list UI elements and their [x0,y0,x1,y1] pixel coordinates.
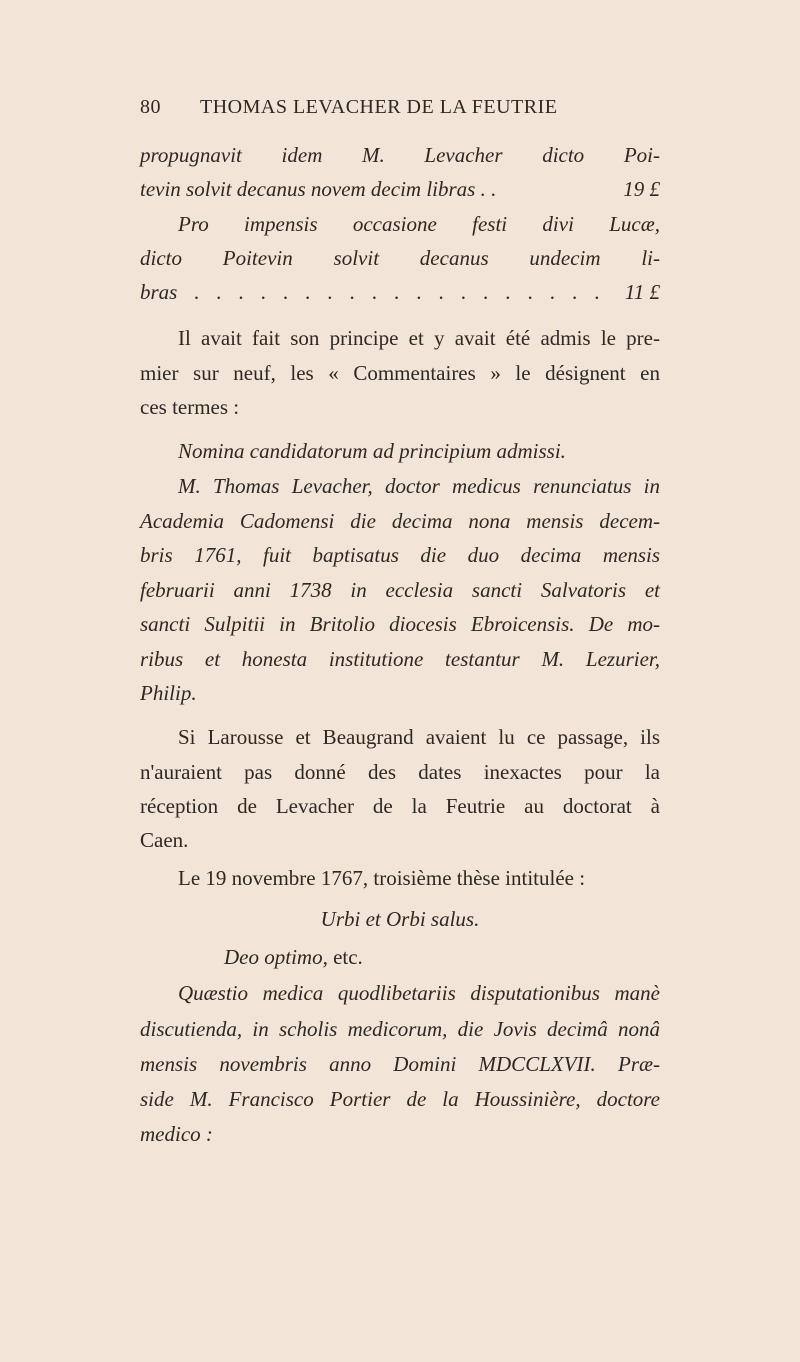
page-number: 80 [140,96,161,118]
text-line: Academia Cadomensi die decima nona mensis decem- [140,509,660,533]
text-line: Le 19 novembre 1767, troisième thèse intitulée : [178,866,586,890]
text-line: M. Thomas Levacher, doctor medicus renunciatus in [178,474,660,498]
text-line: Pro impensis occasione festi divi Lucæ, [178,212,660,236]
text-line: mier sur neuf, les « Commentaires » le désignent en [140,361,660,385]
text-line: ribus et honesta institutione testantur M. Lezurier, [140,647,660,671]
text-line: sancti Sulpitii in Britolio diocesis Ebroicensis. De mo- [140,612,660,636]
text-line: Quæstio medica quodlibetariis disputationibus manè [178,981,660,1005]
text-line: Philip. [140,681,197,705]
text-line: Il avait fait son principe et y avait été admis le pre- [178,326,660,350]
text-line: ces termes : [140,395,240,419]
amount: 19 £ [623,177,660,201]
amount: 11 £ [624,280,660,304]
text-line: Caen. [140,828,189,852]
text-line: discutienda, in scholis medicorum, die Jovis decimâ nonâ [140,1017,660,1041]
text-line: side M. Francisco Portier de la Houssinière, doctore [140,1087,660,1111]
text-line: mensis novembris anno Domini MDCCLXVII. Præ- [140,1052,660,1076]
text-line: propugnavit idem M. Levacher dicto Poi- [140,143,660,167]
text-line: tevin solvit decanus novem decim libras . . [140,177,497,201]
text-line: bris 1761, fuit baptisatus die duo decima mensis [140,543,660,567]
text-line: februarii anni 1738 in ecclesia sancti Salvatoris et [140,578,660,602]
dedication [224,945,706,969]
text-line: dicto Poitevin solvit decanus undecim li- [140,246,660,270]
dedication-italic: Deo optimo, [224,945,328,969]
dedication-etc: etc. [327,945,363,969]
text-line: medico : [140,1122,213,1146]
text-line: Si Larousse et Beaugrand avaient lu ce passage, ils [178,725,660,749]
running-title: THOMAS LEVACHER DE LA FEUTRIE [200,96,558,118]
text-line: n'auraient pas donné des dates inexactes pour la [140,760,660,784]
text-line: réception de Levacher de la Feutrie au doctorat à [140,794,660,818]
thesis-title: Urbi et Orbi salus. [320,907,480,931]
quote-title: Nomina candidatorum ad principium admissi. [178,439,566,463]
text-line: bras . . . . . . . . . . . . . . . . . . . [140,280,600,304]
